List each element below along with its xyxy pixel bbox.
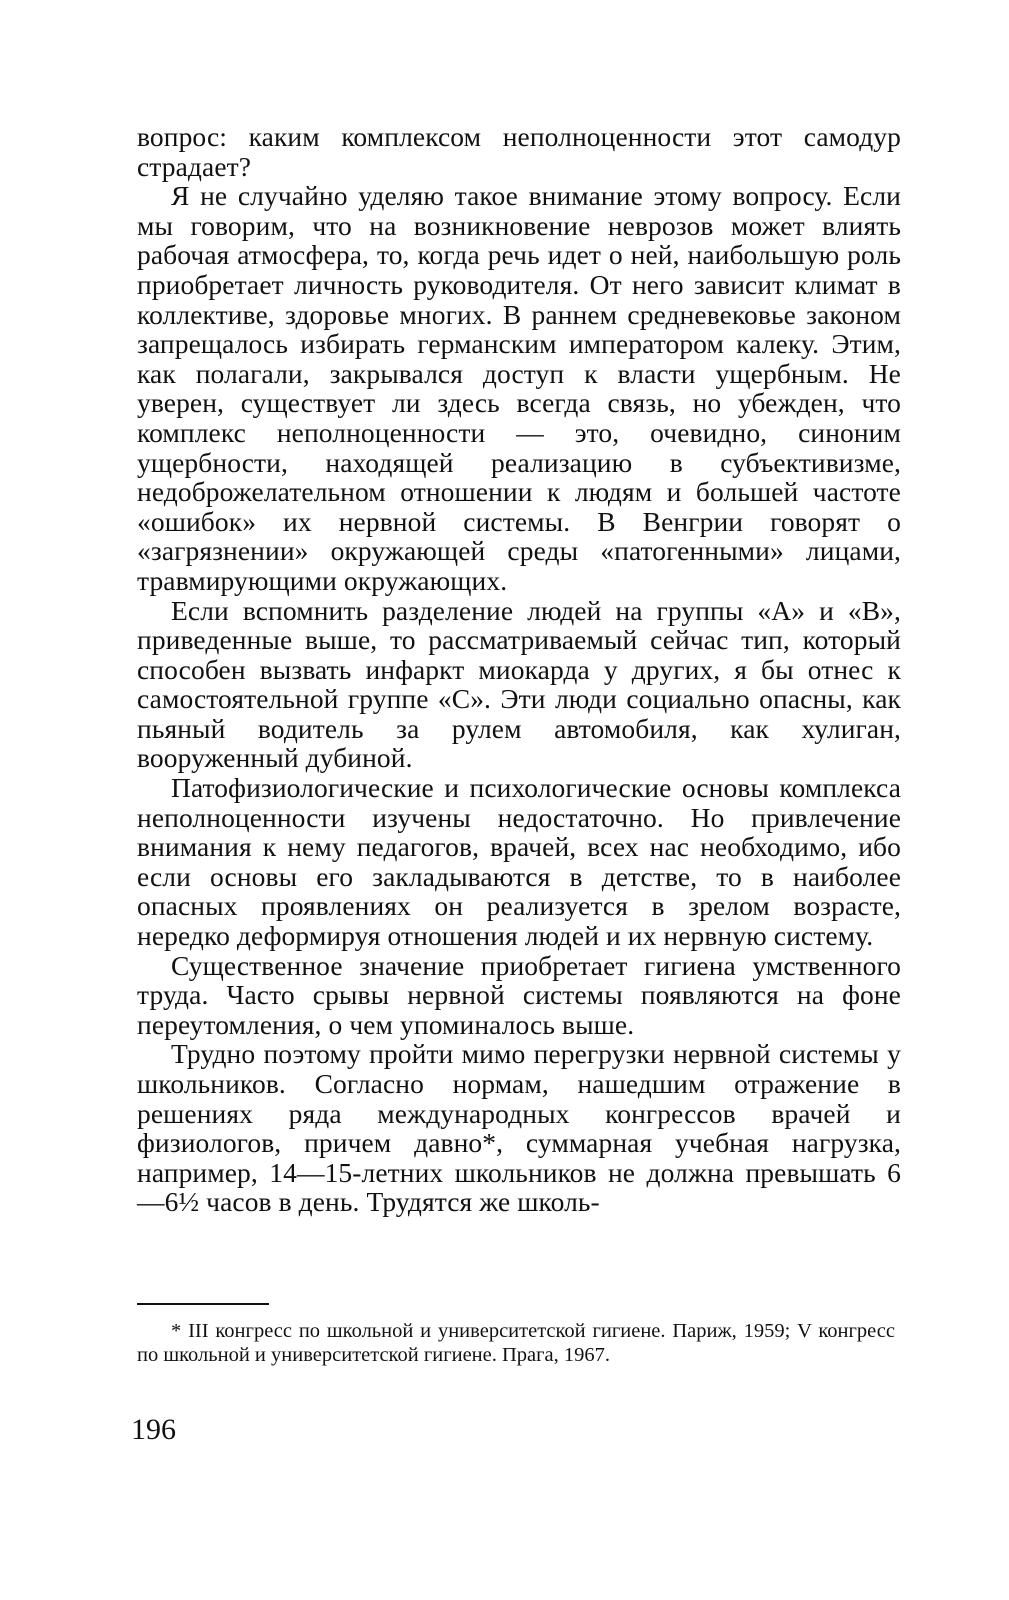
- paragraph-continuation: вопрос: каким комплексом неполноценности этот самодур страдает?: [137, 121, 901, 182]
- paragraph: Если вспомнить разделение людей на группы «А» и «В», приведенные выше, то рассматриваемый сейчас тип, который способен вызвать инфаркт миокарда у других, я бы отнес к самостоятельной группе «С». Эти люди социально опасны, как пьяный водитель за рулем автомобиля, как хулиган, вооруженный дубиной.: [137, 594, 901, 774]
- footnote-text: * III конгресс по школьной и университетской гигиене. Париж, 1959; V конгресс по школьной и университетской гигиене. Прага, 1967.: [137, 1320, 895, 1366]
- footnote-separator: [137, 1303, 269, 1305]
- main-text: [137, 122, 901, 1217]
- paragraph: Я не случайно уделяю такое внимание этому вопросу. Если мы говорим, что на возникновение неврозов может влиять рабочая атмосфера, то, когда речь идет о ней, наибольшую роль приобретает личность руководителя. От него зависит климат в коллективе, здоровье многих. В раннем средневековье законом запрещалось избирать германским императором калеку. Этим, как полагали, закрывался доступ к власти ущербным. Не уверен, существует ли здесь всегда связь, но убежден, что комплекс неполноценности — это, очевидно, синоним ущербности, находящей реализацию в субъективизме, недоброжелательном отношении к людям и большей частоте «ошибок» их нервной системы. В Венгрии говорят о «загрязнении» окружающей среды «патогенными» лицами, травмирующими окружающих.: [137, 180, 901, 596]
- footnote: [137, 1320, 895, 1367]
- page-number: 196: [131, 1413, 176, 1446]
- paragraph: Патофизиологические и психологические основы комплекса неполноценности изучены недостаточно. Но привлечение внимания к нему педагогов, врачей, всех нас необходимо, ибо если основы его закладываются в детстве, то в наиболее опасных проявлениях он реализуется в зрелом возрасте, нередко деформируя отношения людей и их нервную систему.: [137, 772, 901, 952]
- paragraph: Существенное значение приобретает гигиена умственного труда. Часто срывы нервной системы появляются на фоне переутомления, о чем упоминалось выше.: [137, 949, 901, 1040]
- paragraph: Трудно поэтому пройти мимо перегрузки нервной системы у школьников. Согласно нормам, нашедшим отражение в решениях ряда международных конгрессов врачей и физиологов, причем давно*, суммарная учебная нагрузка, например, 14—15-летних школьников не должна превышать 6—6½ часов в день. Трудятся же школь-: [137, 1038, 901, 1218]
